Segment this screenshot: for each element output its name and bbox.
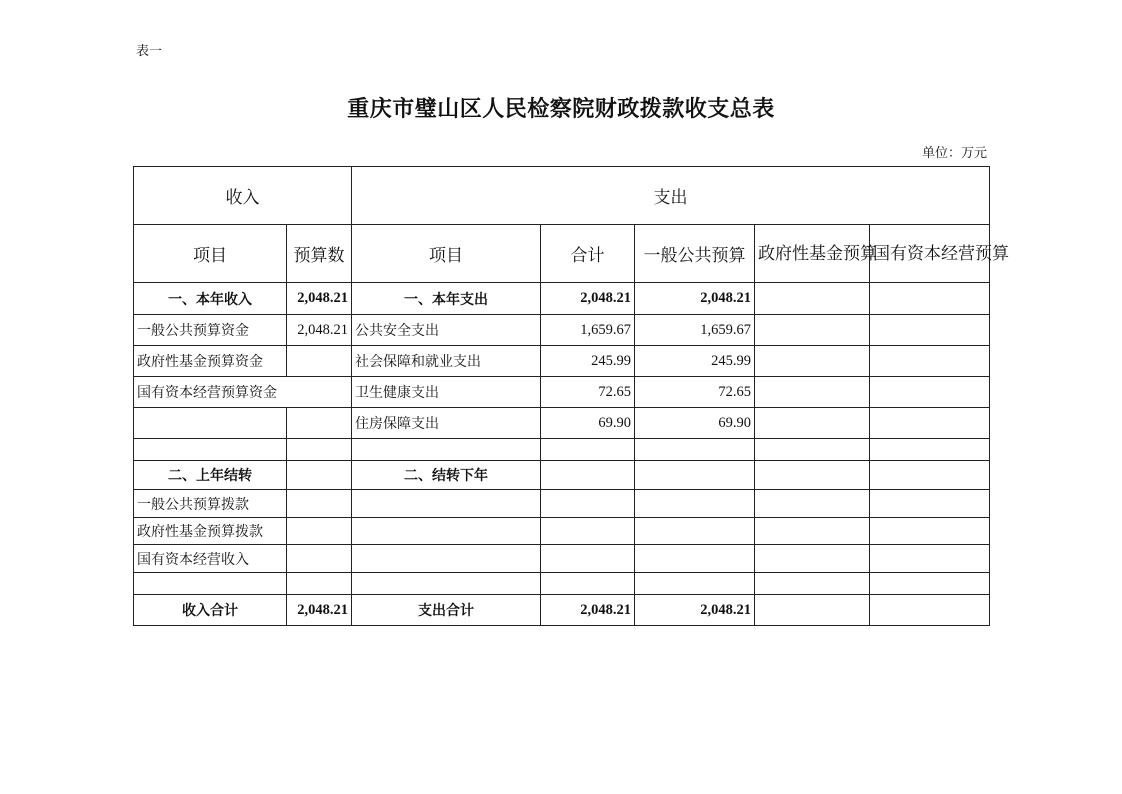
income-item-cell bbox=[134, 408, 287, 439]
income-total-label: 收入合计 bbox=[134, 595, 287, 626]
table-row-blank bbox=[134, 573, 990, 595]
totals-row bbox=[134, 595, 990, 626]
income-budget-cell bbox=[287, 408, 352, 439]
gov-fund-cell bbox=[755, 315, 870, 346]
general-budget-cell: 72.65 bbox=[635, 377, 755, 408]
gov-fund-cell bbox=[755, 408, 870, 439]
general-budget-cell: 2,048.21 bbox=[635, 283, 755, 315]
table-row bbox=[134, 518, 990, 545]
expense-item-cell: 卫生健康支出 bbox=[352, 377, 541, 408]
income-group-header: 收入 bbox=[134, 167, 352, 225]
table-row bbox=[134, 490, 990, 518]
income-budget-cell bbox=[287, 346, 352, 377]
table-row bbox=[134, 408, 990, 439]
state-capital-cell bbox=[870, 346, 990, 377]
budget-summary-table bbox=[133, 166, 1009, 626]
gov-fund-cell bbox=[755, 283, 870, 315]
gov-fund-cell bbox=[755, 377, 870, 408]
expense-item-cell: 住房保障支出 bbox=[352, 408, 541, 439]
general-budget-cell: 1,659.67 bbox=[635, 315, 755, 346]
state-capital-cell bbox=[870, 283, 990, 315]
table-number-label: 表一 bbox=[136, 44, 163, 59]
general-budget-cell: 69.90 bbox=[635, 408, 755, 439]
expense-item-cell: 社会保障和就业支出 bbox=[352, 346, 541, 377]
gov-fund-budget-header: 政府性基金预算 bbox=[755, 225, 870, 283]
general-budget-header: 一般公共预算 bbox=[635, 225, 755, 283]
income-budget-cell: 2,048.21 bbox=[287, 283, 352, 315]
expense-total-label: 支出合计 bbox=[352, 595, 541, 626]
income-item-cell: 二、上年结转 bbox=[134, 461, 287, 490]
table-row-blank bbox=[134, 439, 990, 461]
income-item-cell: 一般公共预算资金 bbox=[134, 315, 287, 346]
total-cell: 72.65 bbox=[541, 377, 635, 408]
table-row bbox=[134, 377, 990, 408]
general-total-value: 2,048.21 bbox=[635, 595, 755, 626]
expense-item-cell: 一、本年支出 bbox=[352, 283, 541, 315]
income-total-value: 2,048.21 bbox=[287, 595, 352, 626]
total-cell: 245.99 bbox=[541, 346, 635, 377]
income-item-cell: 一般公共预算拨款 bbox=[134, 490, 287, 518]
income-item-cell: 政府性基金预算资金 bbox=[134, 346, 287, 377]
total-header: 合计 bbox=[541, 225, 635, 283]
income-item-cell: 一、本年收入 bbox=[134, 283, 287, 315]
income-item-cell: 政府性基金预算拨款 bbox=[134, 518, 287, 545]
income-item-cell: 国有资本经营预算资金 bbox=[134, 377, 352, 408]
income-item-cell: 国有资本经营收入 bbox=[134, 545, 287, 573]
total-cell: 2,048.21 bbox=[541, 283, 635, 315]
column-header-row bbox=[134, 225, 990, 283]
income-budget-cell: 2,048.21 bbox=[287, 315, 352, 346]
state-capital-cell bbox=[870, 315, 990, 346]
expense-item-header: 项目 bbox=[352, 225, 541, 283]
table-row bbox=[134, 315, 990, 346]
general-budget-cell: 245.99 bbox=[635, 346, 755, 377]
state-capital-cell bbox=[870, 377, 990, 408]
income-item-header: 项目 bbox=[134, 225, 287, 283]
expense-item-cell: 公共安全支出 bbox=[352, 315, 541, 346]
page-title: 重庆市璧山区人民检察院财政拨款收支总表 bbox=[347, 96, 775, 122]
expense-group-header: 支出 bbox=[352, 167, 990, 225]
expense-item-cell: 二、结转下年 bbox=[352, 461, 541, 490]
unit-label: 单位：万元 bbox=[921, 146, 987, 161]
expense-total-value: 2,048.21 bbox=[541, 595, 635, 626]
state-capital-budget-header: 国有资本经营预算 bbox=[870, 225, 990, 283]
state-capital-cell bbox=[870, 408, 990, 439]
table-row bbox=[134, 545, 990, 573]
header-group-row bbox=[134, 167, 990, 225]
total-cell: 1,659.67 bbox=[541, 315, 635, 346]
table-row bbox=[134, 283, 990, 315]
income-budget-header: 预算数 bbox=[287, 225, 352, 283]
table-row bbox=[134, 461, 990, 490]
gov-fund-cell bbox=[755, 346, 870, 377]
table-row bbox=[134, 346, 990, 377]
total-cell: 69.90 bbox=[541, 408, 635, 439]
